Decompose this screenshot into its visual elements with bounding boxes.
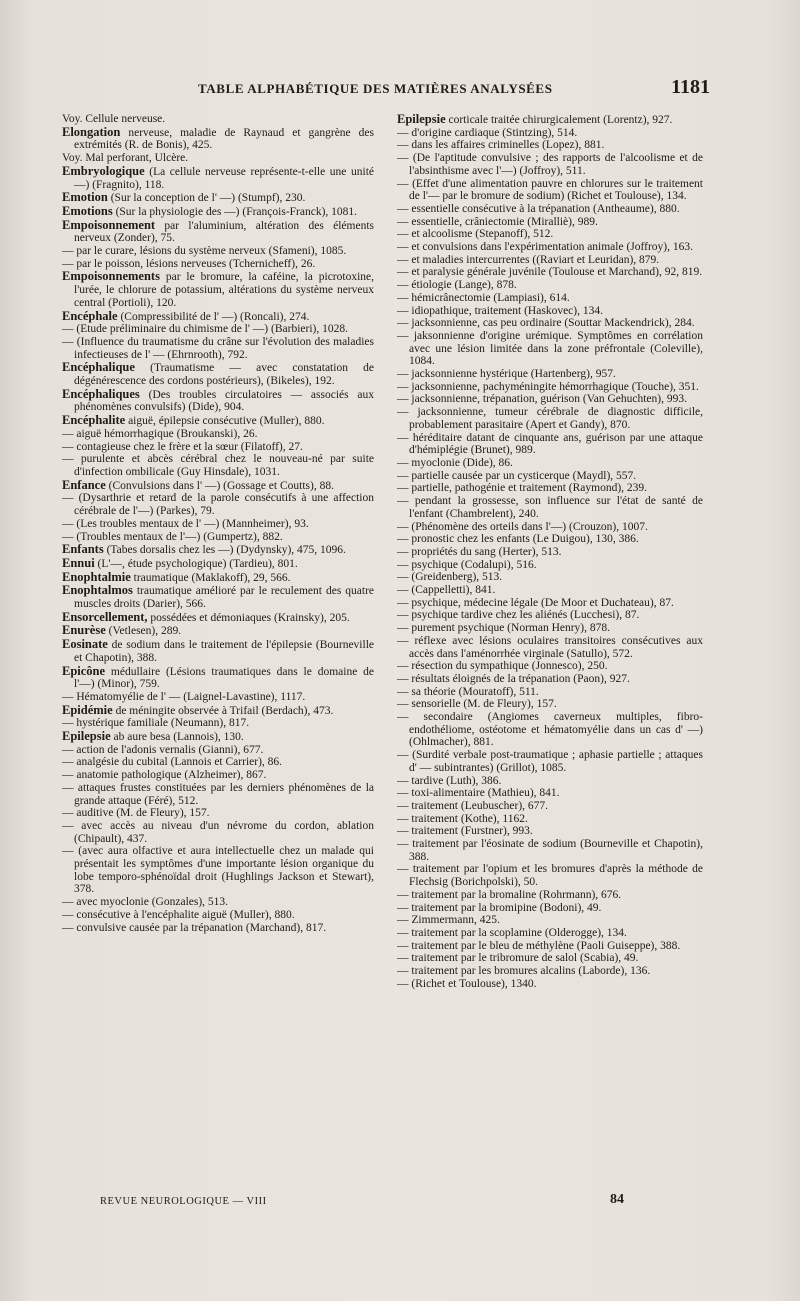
index-entry xyxy=(62,611,374,625)
entry-text: — d'origine cardiaque (Stintzing), 514. xyxy=(397,126,578,139)
index-entry xyxy=(397,546,703,559)
entry-text: — (Troubles mentaux de l'—) (Gumpertz), 882. xyxy=(62,530,283,543)
index-entry xyxy=(397,521,703,534)
index-entry xyxy=(62,428,374,441)
entry-text: — traitement (Furstner), 993. xyxy=(397,825,533,838)
index-entry xyxy=(62,571,374,585)
entry-heading: Ennui xyxy=(62,555,95,570)
entry-text: — jacksonnienne hystérique (Hartenberg), 957. xyxy=(397,368,616,381)
index-entry xyxy=(397,609,703,622)
entry-text: — contagieuse chez le frère et la sœur (Filatoff), 27. xyxy=(62,440,303,453)
entry-heading: Enfance xyxy=(62,477,106,492)
index-entry xyxy=(397,965,703,978)
index-entry xyxy=(397,686,703,699)
entry-text: aiguë, épilepsie consécutive (Muller), 880. xyxy=(128,415,325,428)
entry-text: — traitement par les bromures alcalins (Laborde), 136. xyxy=(397,965,651,978)
signature-mark: 84 xyxy=(610,1192,624,1207)
index-entry xyxy=(397,266,703,279)
entry-text: (Sur la physiologie des —) (François-Franck), 1081. xyxy=(115,205,358,218)
index-entry xyxy=(397,470,703,483)
entry-text: — psychique (Codalupi), 516. xyxy=(397,558,537,571)
index-entry xyxy=(397,813,703,826)
entry-text: — (Richet et Toulouse), 1340. xyxy=(397,977,537,990)
index-entry xyxy=(62,191,374,205)
entry-text: — partielle, pathogénie et traitement (Raymond), 239. xyxy=(397,482,648,495)
entry-text: par le bromure, la caféine, la picrotoxine, l'urée, le chlorure de potassium, altérations du système nerveux central (Portioli), 120. xyxy=(74,271,374,309)
entry-text: — Hématomyélie de l' — (Laignel-Lavastine), 1117. xyxy=(62,690,306,703)
entry-heading: Elongation xyxy=(62,124,121,139)
index-entry xyxy=(62,543,374,557)
entry-text: — (Dysarthrie et retard de la parole consécutifs à une affection cérébrale de l'—) (Parkes), 79. xyxy=(62,492,374,518)
entry-text: — traitement (Kothe), 1162. xyxy=(397,812,528,825)
entry-text: — (Les troubles mentaux de l' —) (Mannheimer), 93. xyxy=(62,517,309,530)
entry-text: — et alcoolisme (Stepanoff), 512. xyxy=(397,228,554,241)
index-entry xyxy=(62,557,374,571)
index-entry xyxy=(62,336,374,361)
index-entry xyxy=(62,730,374,744)
entry-text: — (Influence du traumatisme du crâne sur l'évolution des maladies infectieuses de l' — (Ehrnrooth), 792. xyxy=(62,335,374,361)
index-entry xyxy=(397,952,703,965)
index-entry xyxy=(62,820,374,845)
index-entry xyxy=(397,673,703,686)
index-entry xyxy=(62,205,374,219)
index-entry xyxy=(397,889,703,902)
index-entry xyxy=(397,749,703,774)
entry-text: — essentielle, crâniectomie (Miralliè), 989. xyxy=(397,215,598,228)
index-entry xyxy=(397,178,703,203)
entry-text: nerveuse, maladie de Raynaud et gangrène des extrémités (R. de Bonis), 425. xyxy=(74,126,374,152)
index-entry xyxy=(62,896,374,909)
index-entry xyxy=(397,381,703,394)
entry-text: — anatomie pathologique (Alzheimer), 867. xyxy=(62,769,267,782)
index-entry xyxy=(62,270,374,309)
entry-text: par l'aluminium, altération des éléments nerveux (Zonder), 75. xyxy=(74,219,374,245)
entry-heading: Enurèse xyxy=(62,623,106,638)
index-entry xyxy=(397,622,703,635)
entry-text: — hémicrânectomie (Lampiasi), 614. xyxy=(397,291,570,304)
entry-text: (Tabes dorsalis chez les —) (Dydynsky), 475, 1096. xyxy=(106,544,346,557)
index-entry xyxy=(397,914,703,927)
entry-text: de méningite observée à Trifail (Berdach), 473. xyxy=(115,704,334,717)
entry-text: — consécutive à l'encéphalite aiguë (Muller), 880. xyxy=(62,908,295,921)
index-entry xyxy=(397,635,703,660)
index-entry xyxy=(397,825,703,838)
index-entry xyxy=(397,457,703,470)
entry-text: — aiguë hémorrhagique (Broukanski), 26. xyxy=(62,427,258,440)
entry-text: (Des troubles circulatoires — associés aux phénomènes convulsifs) (Dide), 904. xyxy=(74,388,375,414)
entry-text: — par le curare, lésions du système nerveux (Sfameni), 1085. xyxy=(62,245,347,258)
entry-text: — et paralysie générale juvénile (Toulouse et Marchand), 92, 819. xyxy=(397,266,703,279)
entry-text: (L'—, étude psychologique) (Tardieu), 801. xyxy=(97,557,298,570)
index-entry xyxy=(62,388,374,414)
entry-text: — sa théorie (Mouratoff), 511. xyxy=(397,685,539,698)
index-entry xyxy=(397,393,703,406)
entry-text: — (Etude préliminaire du chimisme de l' —) (Barbieri), 1028. xyxy=(62,323,348,336)
entry-heading: Epicône xyxy=(62,663,106,678)
entry-text: — jacksonnienne, cas peu ordinaire (Souttar Mackendrick), 284. xyxy=(397,317,695,330)
entry-text: (Sur la conception de l' —) (Stumpf), 230. xyxy=(110,192,306,205)
index-entry xyxy=(397,863,703,888)
index-entry xyxy=(397,927,703,940)
index-entry xyxy=(397,292,703,305)
entry-heading: Enfants xyxy=(62,542,104,557)
entry-text: — héréditaire datant de cinquante ans, guérison par une attaque d'hémiplégie (Brunet), 989. xyxy=(397,431,703,457)
index-entry xyxy=(397,152,703,177)
entry-text: — (Effet d'une alimentation pauvre en chlorures sur le traitement de l'— par le bromure de sodium) (Richet et Toulouse), 134. xyxy=(397,177,703,203)
index-entry xyxy=(397,317,703,330)
entry-heading: Enophtalmie xyxy=(62,569,131,584)
entry-text: — et maladies intercurrentes ((Raviart et Leuridan), 879. xyxy=(397,253,660,266)
entry-text: (Vetlesen), 289. xyxy=(108,625,182,638)
index-entry xyxy=(397,330,703,368)
entry-text: — tardive (Luth), 386. xyxy=(397,774,502,787)
index-entry xyxy=(397,482,703,495)
entry-text: — (Phénomène des orteils dans l'—) (Crouzon), 1007. xyxy=(397,520,648,533)
index-entry xyxy=(62,414,374,428)
index-entry xyxy=(397,254,703,267)
index-entry xyxy=(397,838,703,863)
entry-text: — (De l'aptitude convulsive ; des rapports de l'alcoolisme et de l'absinthisme avec l'—) (Joffroy), 511. xyxy=(397,152,703,177)
entry-text: (Compressibilité de l' —) (Roncali), 274. xyxy=(120,310,310,323)
entry-text: — et convulsions dans l'expérimentation animale (Joffroy), 163. xyxy=(397,241,694,254)
index-entry xyxy=(397,711,703,749)
page-number: 1181 xyxy=(671,76,710,98)
entry-text: corticale traitée chirurgicalement (Lorentz), 927. xyxy=(448,114,673,126)
entry-text: — analgésie du cubital (Lannois et Carrier), 86. xyxy=(62,756,283,769)
entry-text: — (Greidenberg), 513. xyxy=(397,571,503,584)
index-entry xyxy=(397,698,703,711)
index-entry xyxy=(397,495,703,520)
index-entry xyxy=(62,665,374,691)
entry-heading: Emotions xyxy=(62,203,113,218)
index-entry xyxy=(397,305,703,318)
entry-text: — hystérique familiale (Neumann), 817. xyxy=(62,717,250,730)
entry-text: — traitement par le bleu de méthylène (Paoli Guiseppe), 388. xyxy=(397,939,681,952)
index-entry xyxy=(62,584,374,610)
index-entry xyxy=(397,216,703,229)
index-entry xyxy=(397,559,703,572)
page-header xyxy=(60,76,710,100)
entry-text: — purement psychique (Norman Henry), 878. xyxy=(397,622,611,635)
index-entry xyxy=(397,660,703,673)
index-entry xyxy=(62,782,374,807)
index-entry xyxy=(62,518,374,531)
index-column-right xyxy=(397,113,703,991)
entry-text: possédées et démoniaques (Krainsky), 205. xyxy=(150,611,350,624)
index-entry xyxy=(397,533,703,546)
index-entry xyxy=(397,571,703,584)
entry-text: — idiopathique, traitement (Haskovec), 134. xyxy=(397,304,603,317)
entry-text: — Zimmermann, 425. xyxy=(397,914,500,927)
entry-text: — sensorielle (M. de Fleury), 157. xyxy=(397,698,557,711)
entry-heading: Empoisonnement xyxy=(62,217,156,232)
entry-text: — dans les affaires criminelles (Lopez), 881. xyxy=(397,139,605,152)
index-entry xyxy=(397,787,703,800)
index-entry xyxy=(62,744,374,757)
index-entry xyxy=(62,807,374,820)
entry-heading: Epilepsie xyxy=(62,729,111,744)
entry-text: — secondaire (Angiomes caverneux multiples, fibro-endothéliome, ostéotome et hématomyélie dans un cas d' —) (Ohlmacher), 881. xyxy=(397,711,703,749)
entry-text: — avec myoclonie (Gonzales), 513. xyxy=(62,896,229,909)
entry-text: (Traumatisme — avec constatation de dégénérescence des cordons postérieurs), (Bikeles), 192. xyxy=(74,362,374,388)
entry-heading: Encéphale xyxy=(62,308,118,323)
index-entry xyxy=(62,323,374,336)
entry-text: — jacksonnienne, tumeur cérébrale de diagnostic difficile, probablement parasitaire (Apert et Gandy), 870. xyxy=(397,406,703,431)
entry-text: — par le poisson, lésions nerveuses (Tchernicheff), 26. xyxy=(62,257,316,270)
entry-heading: Eosinate xyxy=(62,637,108,652)
index-entry xyxy=(62,756,374,769)
index-entry xyxy=(62,310,374,324)
index-entry xyxy=(397,584,703,597)
entry-text: — jaksonnienne d'origine urémique. Symptômes en corrélation avec une lésion limitée dans la zone préfrontale (Coleville), 1084. xyxy=(397,329,703,368)
index-entry xyxy=(62,638,374,664)
entry-heading: Embryologique xyxy=(62,163,145,178)
entry-text: — résultats éloignés de la trépanation (Paon), 927. xyxy=(397,672,630,685)
entry-text: — (Surdité verbale post-traumatique ; aphasie partielle ; attaques d' — subintrantes) (Grillot), 1085. xyxy=(397,749,703,774)
entry-text: ab aure besa (Lannois), 130. xyxy=(113,731,244,744)
index-entry xyxy=(397,127,703,140)
entry-text: — avec accès au niveau d'un névrome du cordon, ablation (Chipault), 437. xyxy=(62,819,374,845)
index-entry xyxy=(62,441,374,454)
entry-heading: Enophtalmos xyxy=(62,583,133,598)
index-entry xyxy=(397,113,703,127)
index-entry xyxy=(62,361,374,387)
index-entry xyxy=(397,241,703,254)
entry-text: (Convulsions dans l' —) (Gossage et Coutts), 88. xyxy=(108,479,334,492)
index-entry xyxy=(397,139,703,152)
entry-text: — pendant la grossesse, son influence sur l'état de santé de l'enfant (Chambrelent), 240. xyxy=(397,495,703,520)
index-entry xyxy=(397,775,703,788)
entry-text: — psychique, médecine légale (De Moor et Duchateau), 87. xyxy=(397,596,674,609)
running-title: TABLE ALPHABÉTIQUE DES MATIÈRES ANALYSÉES xyxy=(198,81,553,96)
entry-heading: Epidémie xyxy=(62,702,113,717)
entry-text: — myoclonie (Dide), 86. xyxy=(397,456,513,469)
entry-text: — (Cappelletti), 841. xyxy=(397,584,496,597)
entry-text: — pronostic chez les enfants (Le Duigou), 130, 386. xyxy=(397,533,639,546)
index-entry xyxy=(62,165,374,191)
entry-heading: Empoisonnements xyxy=(62,269,160,284)
entry-heading: Encéphalique xyxy=(62,360,135,375)
index-entry xyxy=(397,978,703,991)
index-entry xyxy=(62,492,374,517)
index-entry xyxy=(397,368,703,381)
index-column-left xyxy=(62,113,374,934)
entry-text: traumatique (Maklakoff), 29, 566. xyxy=(133,571,291,584)
entry-text: — résection du sympathique (Jonnesco), 250. xyxy=(397,660,608,673)
index-entry xyxy=(62,769,374,782)
index-entry xyxy=(397,800,703,813)
entry-text: — partielle causée par un cysticerque (Maydl), 557. xyxy=(397,469,637,482)
index-entry xyxy=(62,245,374,258)
index-entry xyxy=(62,909,374,922)
index-entry xyxy=(62,922,374,935)
index-entry xyxy=(62,479,374,493)
index-entry xyxy=(62,845,374,896)
index-entry xyxy=(62,704,374,718)
entry-text: — jacksonnienne, pachyméningite hémorrhagique (Touche), 351. xyxy=(397,380,699,393)
entry-text: — propriétés du sang (Herter), 513. xyxy=(397,545,562,558)
entry-text: — convulsive causée par la trépanation (Marchand), 817. xyxy=(62,921,327,934)
entry-text: — traitement par la bromipine (Bodoni), 49. xyxy=(397,901,602,914)
entry-heading: Ensorcellement, xyxy=(62,609,148,624)
entry-text: — traitement par le tribromure de salol (Scabia), 49. xyxy=(397,952,639,965)
entry-text: — attaques frustes constituées par les derniers phénomènes de la grande attaque (Féré), 512. xyxy=(62,781,374,807)
entry-text: — psychique tardive chez les aliénés (Lucchesi), 87. xyxy=(397,609,640,622)
entry-text: de sodium dans le traitement de l'épilepsie (Bourneville et Chapotin), 388. xyxy=(74,639,374,664)
entry-text: — réflexe avec lésions oculaires transitoires consécutives aux accès dans l'aménorrhée virginale (Satullo), 572. xyxy=(397,634,703,660)
entry-heading: Emotion xyxy=(62,190,108,205)
entry-text: Voy. Cellule nerveuse. xyxy=(62,113,166,125)
index-entry xyxy=(62,531,374,544)
index-entry xyxy=(62,126,374,152)
journal-name: REVUE NEUROLOGIQUE — VIII xyxy=(100,1196,267,1207)
entry-text: — traitement par la bromaline (Rohrmann), 676. xyxy=(397,888,622,901)
entry-text: traumatique amélioré par le reculement des quatre muscles droits (Darier), 566. xyxy=(74,585,375,611)
index-entry xyxy=(62,624,374,638)
entry-text: — essentielle consécutive à la trépanation (Antheaume), 880. xyxy=(397,202,680,215)
entry-heading: Epilepsie xyxy=(397,112,446,126)
index-entry xyxy=(397,902,703,915)
index-entry xyxy=(62,453,374,478)
entry-text: — étiologie (Lange), 878. xyxy=(397,279,517,292)
entry-text: — traitement par l'éosinate de sodium (Bourneville et Chapotin), 388. xyxy=(397,838,703,863)
entry-text: médullaire (Lésions traumatiques dans le domaine de l'—) (Minor), 759. xyxy=(74,665,375,691)
index-entry xyxy=(397,406,703,431)
entry-text: Voy. Mal perforant, Ulcère. xyxy=(62,152,189,165)
entry-text: — toxi-alimentaire (Mathieu), 841. xyxy=(397,787,560,800)
index-entry xyxy=(397,228,703,241)
entry-text: — purulente et abcès cérébral chez le nouveau-né par suite d'infection ombilicale (Guy Hinsdale), 1031. xyxy=(62,453,374,478)
entry-text: — jacksonnienne, trépanation, guérison (Van Gehuchten), 993. xyxy=(397,393,687,406)
entry-heading: Encéphaliques xyxy=(62,386,140,401)
index-entry xyxy=(397,940,703,953)
index-entry xyxy=(62,219,374,245)
entry-heading: Encéphalite xyxy=(62,413,126,428)
index-entry xyxy=(397,279,703,292)
index-entry xyxy=(397,432,703,457)
entry-text: — traitement (Leubuscher), 677. xyxy=(397,799,549,812)
entry-text: — auditive (M. de Fleury), 157. xyxy=(62,807,210,820)
entry-text: (La cellule nerveuse représente-t-elle une unité —) (Fragnito), 118. xyxy=(74,165,374,191)
index-entry xyxy=(397,203,703,216)
entry-text: — traitement par la scoplamine (Olderogge), 134. xyxy=(397,927,627,939)
entry-text: — traitement par l'opium et les bromures d'après la méthode de Flechsig (Borichpolski), 50. xyxy=(397,863,703,889)
entry-text: — (avec aura olfactive et aura intellectuelle chez un malade qui présentait les symptômes d'une importante lésion organique du lobe temporo-sphénoïdal droit (Hughlings Jackson et Stewart), 378. xyxy=(62,845,374,896)
index-entry xyxy=(397,597,703,610)
entry-text: — action de l'adonis vernalis (Gianni), 677. xyxy=(62,743,264,756)
